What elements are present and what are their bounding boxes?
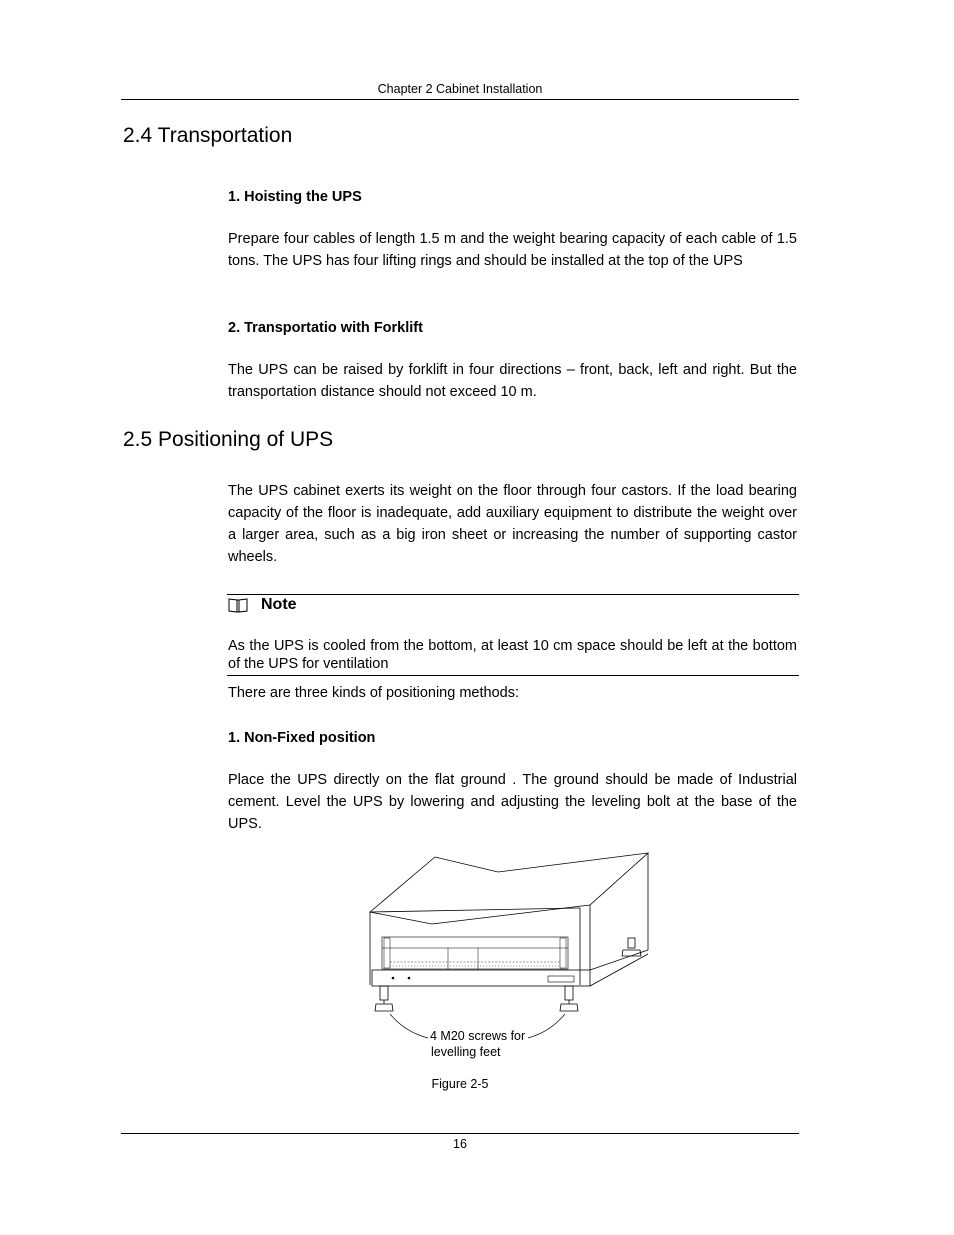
note-text: As the UPS is cooled from the bottom, at least 10 cm space should be left at the bottom of the UPS for ventilation: [228, 638, 797, 672]
section-heading-transportation: 2.4 Transportation: [123, 124, 293, 147]
section-heading-positioning: 2.5 Positioning of UPS: [123, 428, 334, 451]
book-icon: [228, 597, 248, 613]
subheading-forklift: 2. Transportatio with Forklift: [228, 320, 423, 336]
figure-callout: [430, 1028, 525, 1060]
footer-rule: [121, 1133, 799, 1134]
note-top-rule: [227, 594, 799, 595]
note-title: Note: [261, 596, 297, 613]
header-rule: [121, 99, 799, 100]
paragraph-forklift: The UPS can be raised by forklift in four directions – front, back, left and right. But the transportation distance should not exceed 10 m.: [228, 362, 797, 400]
callout-line-2: levelling feet: [431, 1045, 501, 1059]
paragraph-non-fixed: Place the UPS directly on the flat ground . The ground should be made of Industrial cement. Level the UPS by lowering and adjusting the leveling bolt at the base of the UPS.: [228, 772, 797, 832]
subheading-non-fixed: 1. Non-Fixed position: [228, 730, 376, 746]
paragraph-methods-intro: There are three kinds of positioning methods:: [228, 685, 519, 701]
paragraph-hoisting: Prepare four cables of length 1.5 m and the weight bearing capacity of each cable of 1.5 tons. The UPS has four lifting rings and should be installed at the top of the UPS: [228, 231, 797, 269]
subheading-hoisting: 1. Hoisting the UPS: [228, 189, 362, 205]
paragraph-positioning-intro: The UPS cabinet exerts its weight on the floor through four castors. If the load bearing capacity of the floor is inadequate, add auxiliary equipment to distribute the weight over a larger area, such as a big iron sheet or increasing the number of supporting castor wheels.: [228, 483, 797, 565]
running-header: Chapter 2 Cabinet Installation: [377, 82, 543, 96]
page-number: 16: [453, 1137, 467, 1151]
note-heading: [228, 596, 297, 614]
callout-line-1: 4 M20 screws for: [430, 1029, 526, 1043]
note-bottom-rule: [227, 675, 799, 676]
figure-caption: Figure 2-5: [431, 1077, 489, 1091]
